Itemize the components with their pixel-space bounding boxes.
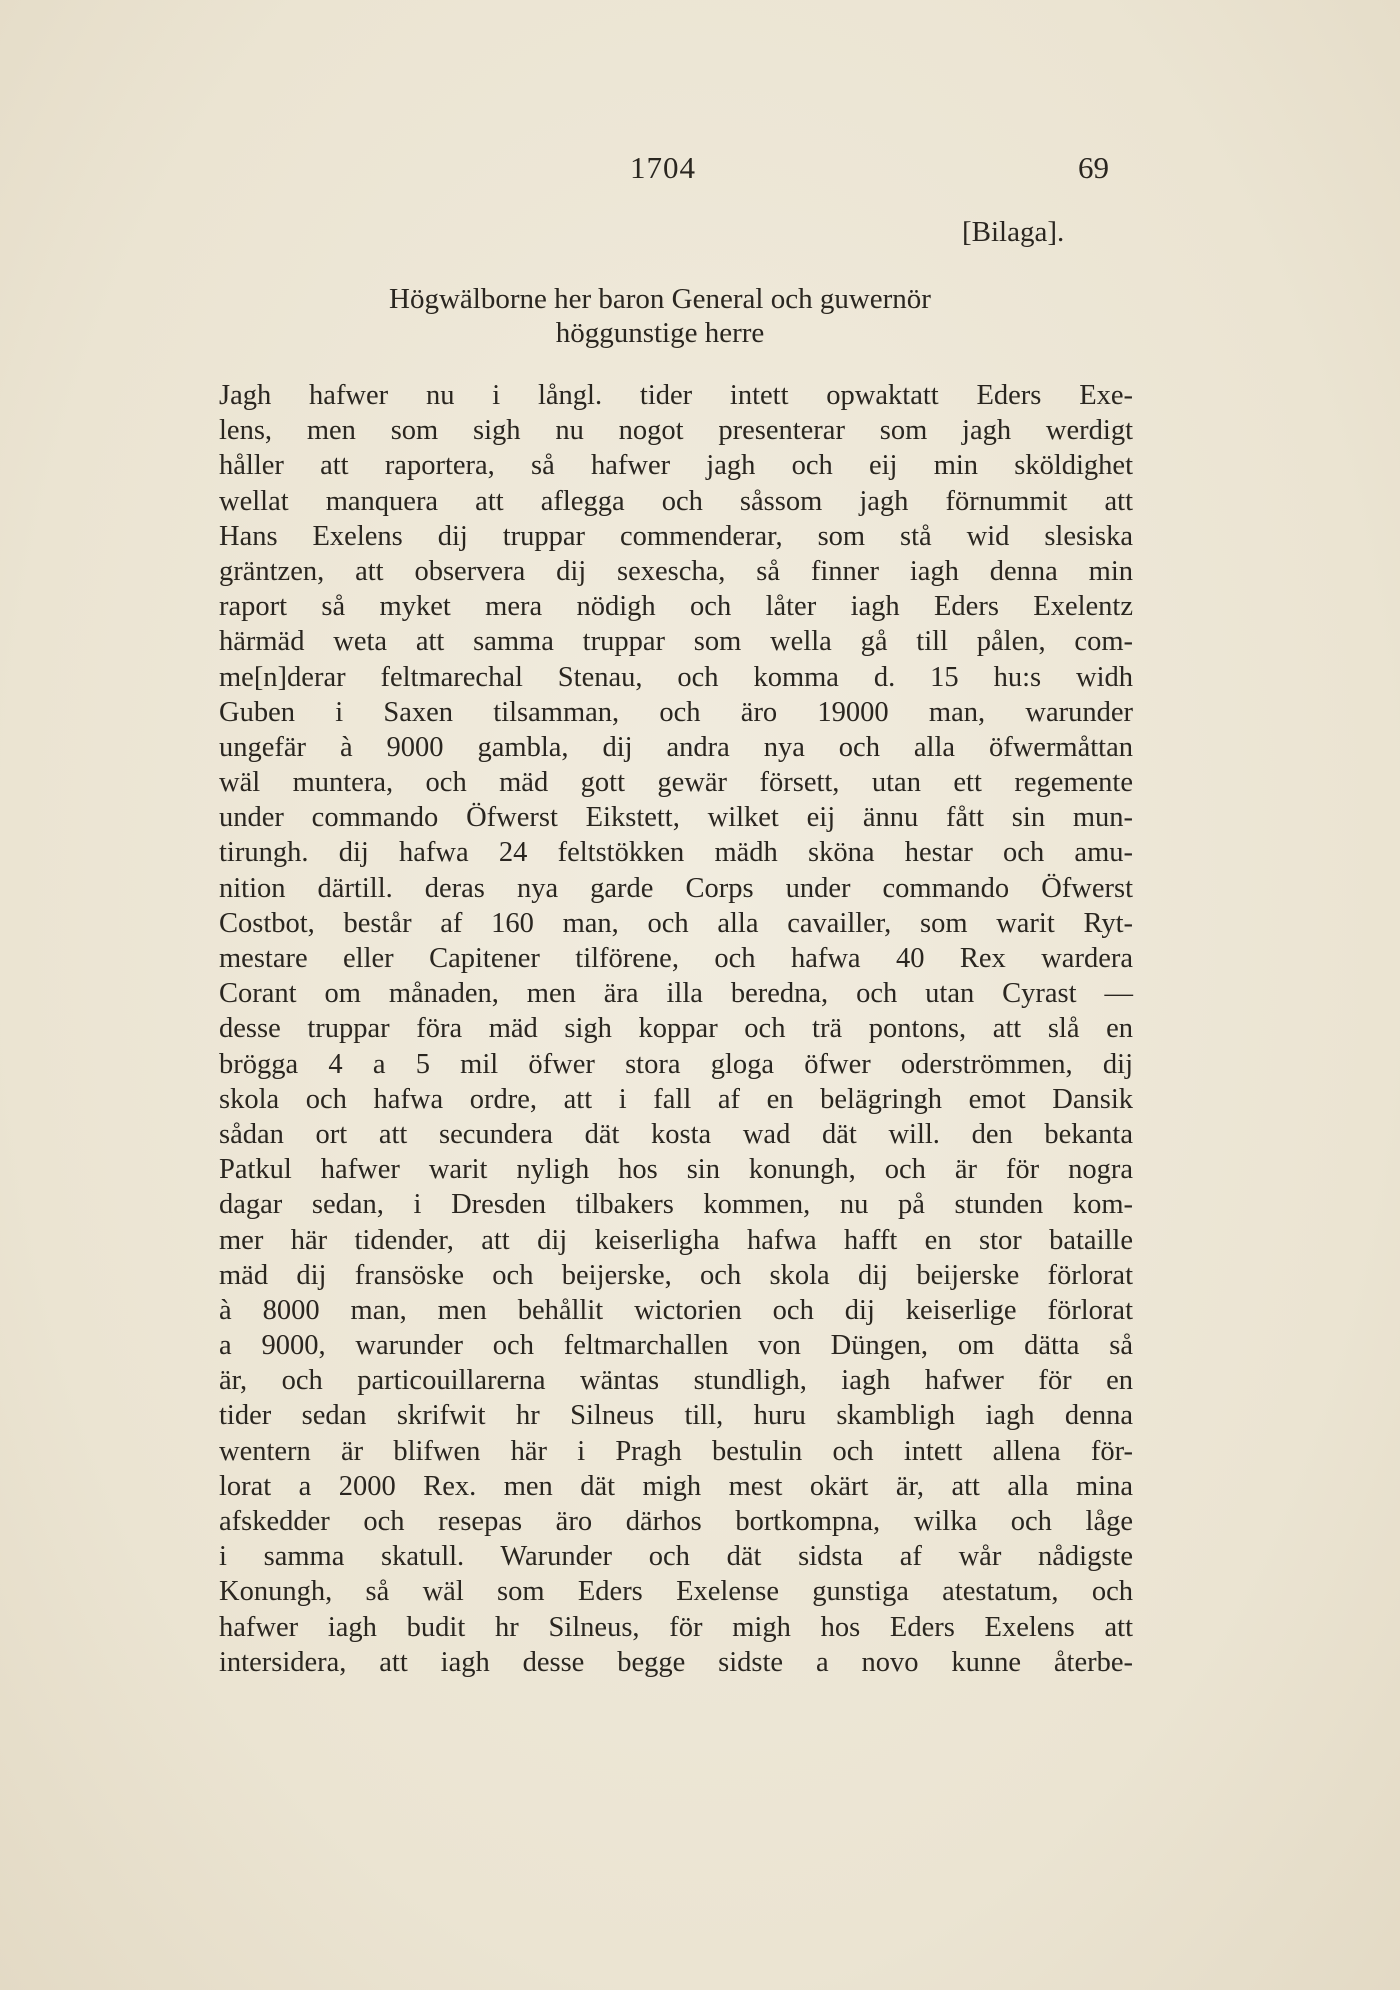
body-line: skola och hafwa ordre, att i fall af en belägringh emot Dansik [219,1083,1133,1115]
body-line: Costbot, består af 160 man, och alla cavailler, som warit Ryt- [219,907,1133,939]
body-line: afskedder och resepas äro därhos bortkompna, wilka och låge [219,1506,1133,1537]
body-line: mestare eller Capitener tilförene, och hafwa 40 Rex wardera [219,943,1133,974]
body-line: à 8000 man, men behållit wictorien och dij keiserlige förlorat [219,1294,1133,1326]
body-line: Konungh, så wäl som Eders Exelense gunstiga atestatum, och [219,1576,1133,1608]
body-line: Guben i Saxen tilsamman, och äro 19000 man, warunder [219,696,1133,728]
body-line: wentern är blifwen här i Pragh bestulin och intett allena för- [219,1435,1133,1467]
body-line: mäd dij fransöske och beijerske, och skola dij beijerske förlorat [219,1259,1133,1291]
body-line: Hans Exelens dij truppar commenderar, som stå wid slesiska [219,520,1133,552]
body-line: är, och particouillarerna wäntas stundligh, iagh hafwer för en [219,1365,1133,1397]
body-line: hafwer iagh budit hr Silneus, för migh hos Eders Exelens att [219,1611,1133,1643]
body-line: a 9000, warunder och feltmarchallen von Düngen, om dätta så [219,1330,1133,1362]
body-line: lorat a 2000 Rex. men dät migh mest okärt är, att alla mina [219,1470,1133,1502]
salutation [220,282,1100,350]
body-line: wellat manquera att aflegga och såssom jagh förnummit att [219,485,1133,517]
page-number: 69 [1078,150,1109,185]
body-line: raport så myket mera nödigh och låter iagh Eders Exelentz [219,591,1133,623]
attachment-label: [Bilaga]. [962,216,1065,248]
body-line: desse truppar föra mäd sigh koppar och trä pontons, att slå en [219,1013,1133,1045]
body-line: härmäd weta att samma truppar som wella gå till pålen, com- [219,626,1133,658]
body-line: ungefär à 9000 gambla, dij andra nya och alla öfwermåttan [219,731,1133,763]
body-line: Patkul hafwer warit nyligh hos sin konungh, och är för nogra [219,1154,1133,1186]
body-line: tider sedan skrifwit hr Silneus till, huru skambligh iagh denna [219,1400,1133,1432]
salutation-line: Högwälborne her baron General och guwernör [389,283,931,315]
body-line: gräntzen, att observera dij sexescha, så finner iagh denna min [219,555,1133,587]
body-line: i samma skatull. Warunder och dät sidsta af wår nådigste [219,1541,1133,1573]
body-line: brögga 4 a 5 mil öfwer stora gloga öfwer oderströmmen, dij [219,1048,1133,1080]
body-line: Jagh hafwer nu i långl. tider intett opwaktatt Eders Exe- [219,380,1133,411]
body-line: nition därtill. deras nya garde Corps under commando Öfwerst [219,872,1133,904]
body-line: mer här tidender, att dij keiserligha hafwa hafft en stor bataille [219,1224,1133,1256]
body-line: lens, men som sigh nu nogot presenterar som jagh werdigt [219,415,1133,447]
body-line: håller att raportera, så hafwer jagh och eij min sköldighet [219,450,1133,482]
body-line: me[n]derar feltmarechal Stenau, och komma d. 15 hu:s widh [219,661,1133,693]
letter-body [219,378,1133,1680]
salutation-line: höggunstige herre [555,317,765,349]
running-header-year: 1704 [630,150,696,185]
body-line: dagar sedan, i Dresden tilbakers kommen, nu på stunden kom- [219,1189,1133,1221]
body-line: intersidera, att iagh desse begge sidste a novo kunne återbe- [219,1646,1133,1678]
body-line: Corant om månaden, men ära illa beredna, och utan Cyrast — [219,978,1133,1010]
body-line: wäl muntera, och mäd gott gewär försett, utan ett regemente [219,767,1133,799]
body-line: tirungh. dij hafwa 24 feltstökken mädh sköna hestar och amu- [219,837,1133,869]
body-line: sådan ort att secundera dät kosta wad dät will. den bekanta [219,1118,1133,1150]
body-line: under commando Öfwerst Eikstett, wilket eij ännu fått sin mun- [219,802,1133,834]
